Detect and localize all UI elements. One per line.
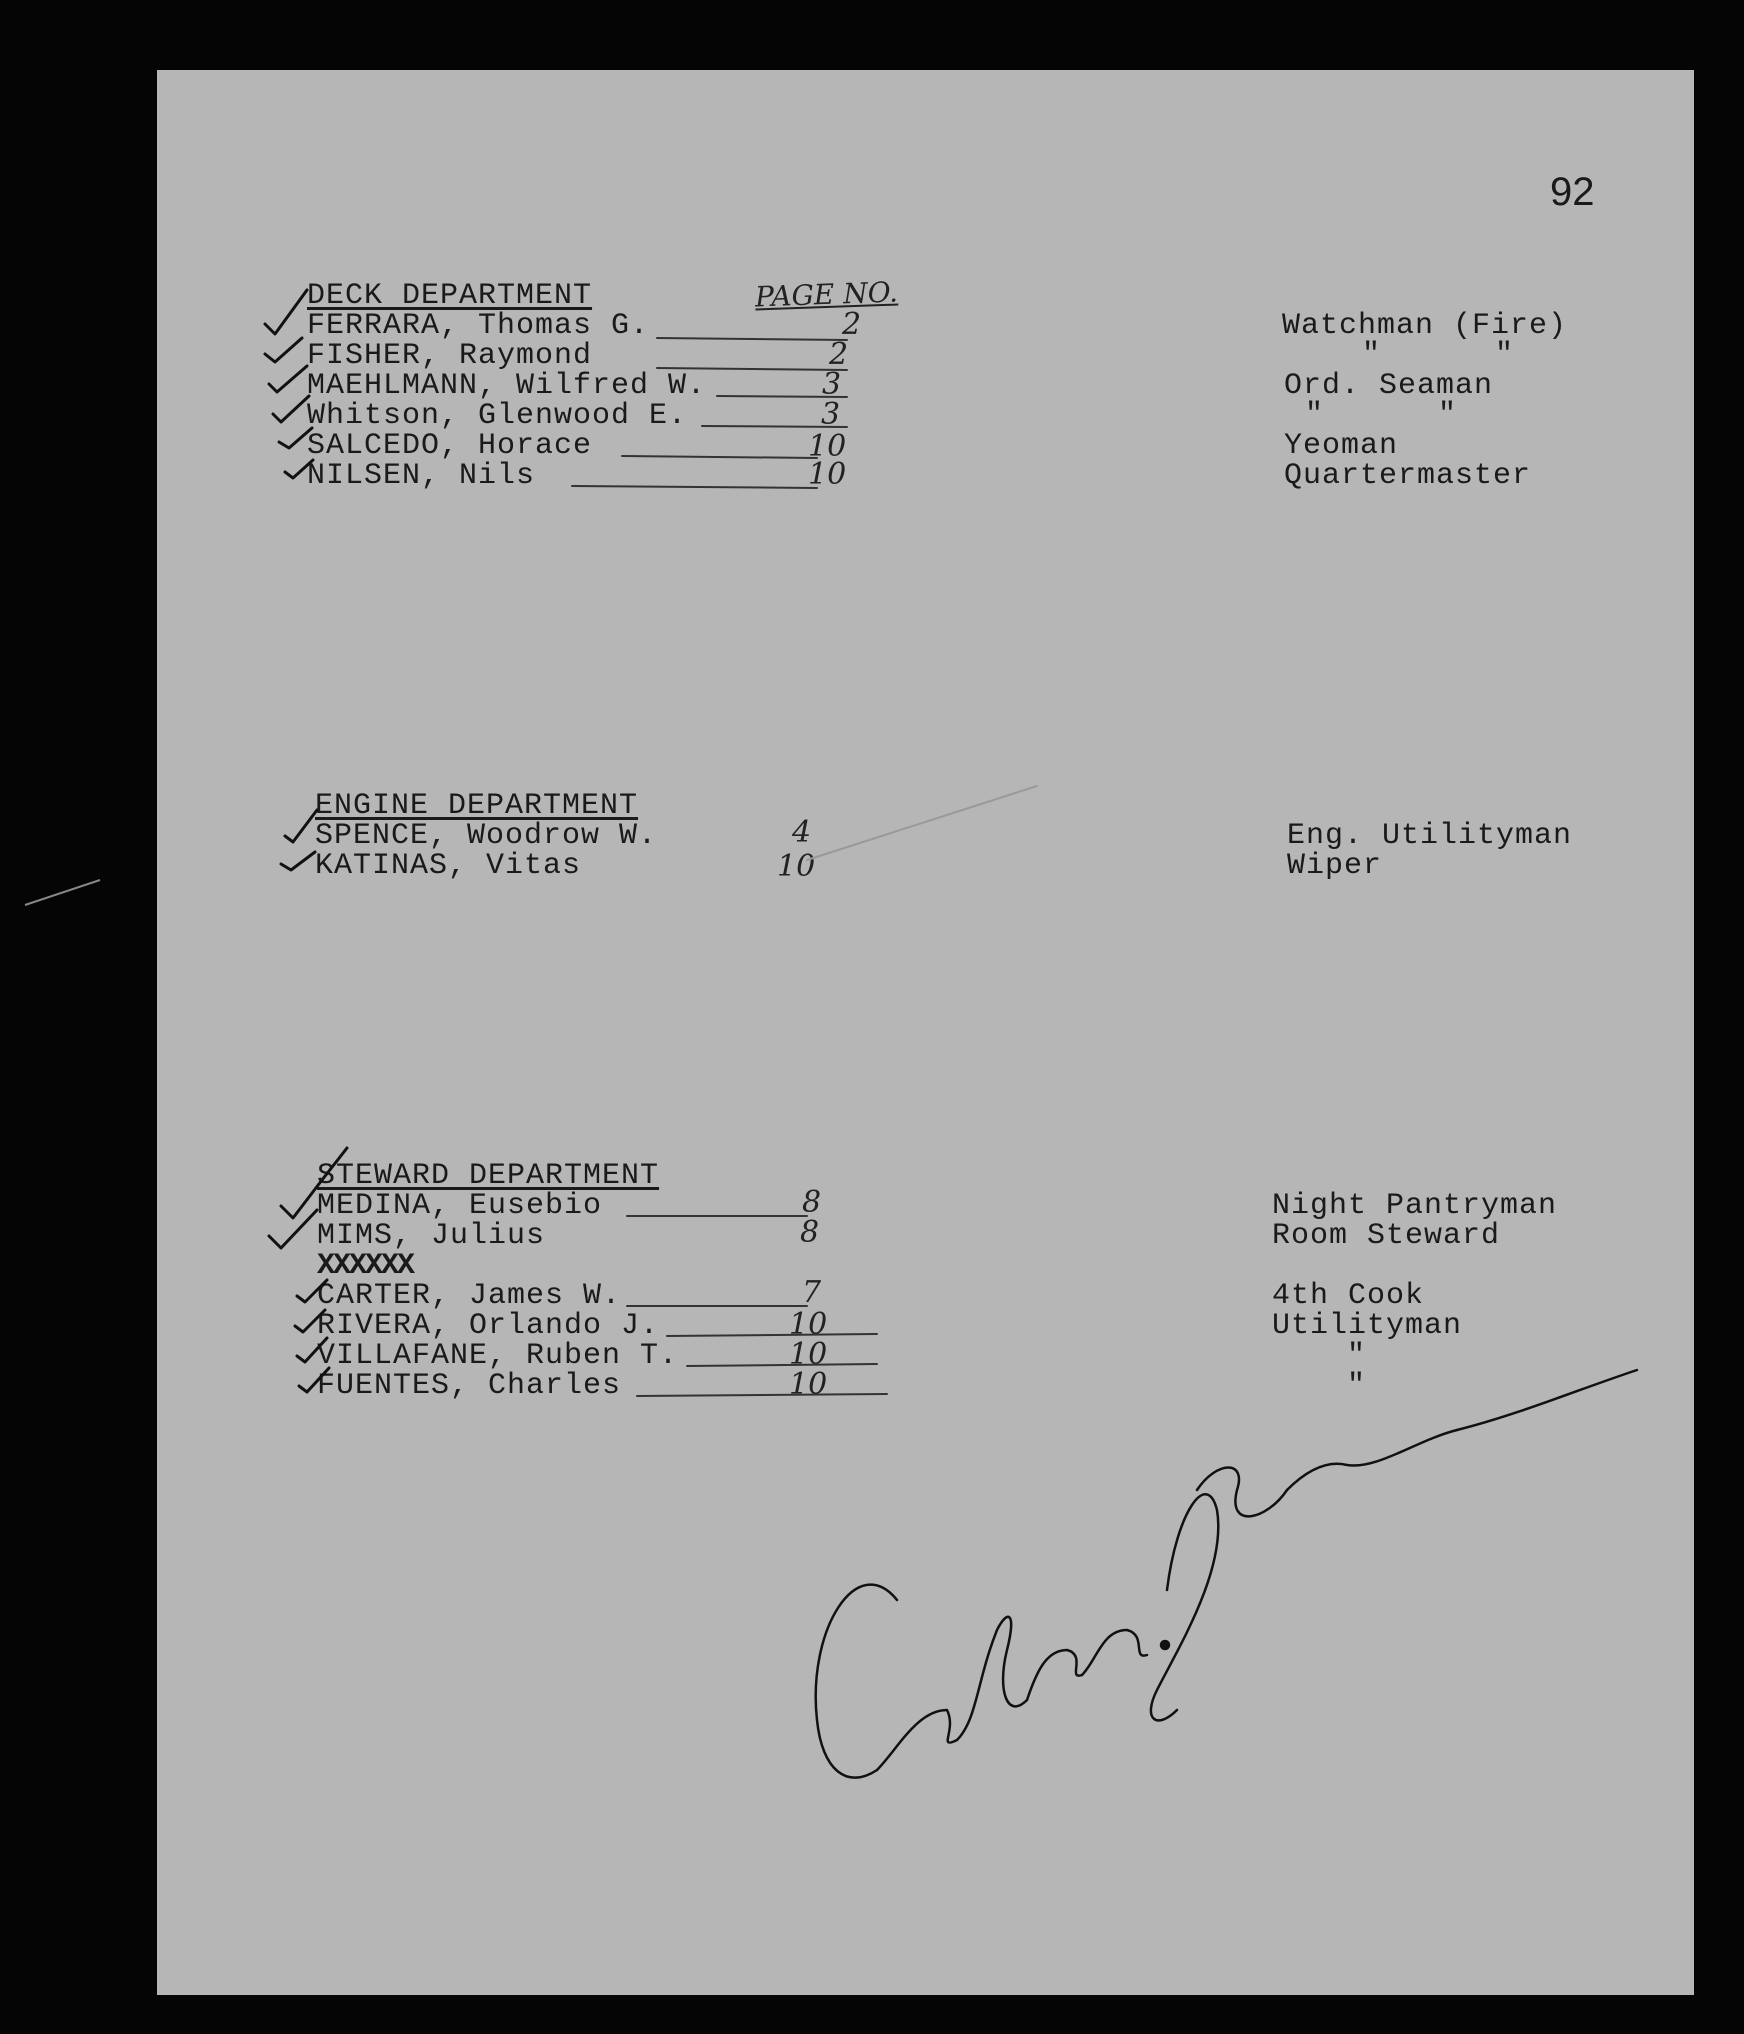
page-ref: 7 [802,1275,822,1310]
crew-name: FISHER, Raymond [307,339,593,373]
page-ref: 10 [789,1307,828,1342]
check-mark-icon [273,396,309,422]
crew-name: NILSEN, Nils [307,459,536,493]
document-page [157,70,1694,1995]
crew-rating: Night Pantryman [1272,1189,1558,1223]
crew-name: KATINAS, Vitas [315,849,582,883]
leader-line [667,1334,877,1336]
page-ref: 8 [802,1185,822,1220]
crew-rating: Watchman (Fire) [1282,309,1568,343]
check-mark-icon [281,852,315,870]
check-mark-icon [265,290,307,334]
struck-out-entry: XXXXXX [317,1249,414,1283]
page-ref: 2 [829,337,849,372]
check-mark-icon [269,1210,317,1248]
section-heading: STEWARD DEPARTMENT [317,1159,660,1193]
page-ref: 3 [822,367,842,402]
crew-rating: 4th Cook [1272,1279,1425,1313]
check-mark-icon [265,338,302,362]
page-ref: 10 [808,457,847,492]
leader-line [687,1364,877,1366]
page-number-column-header: PAGE NO. [754,275,899,314]
crew-rating: Ord. Seaman [1284,369,1494,403]
crew-name: SPENCE, Woodrow W. [315,819,658,853]
section-heading: ENGINE DEPARTMENT [315,789,639,823]
page-ref: 10 [789,1367,828,1402]
crew-rating: Quartermaster [1284,459,1532,493]
crew-name: VILLAFANE, Ruben T. [317,1339,679,1373]
section-heading: DECK DEPARTMENT [307,279,593,313]
check-mark-icon [285,810,317,842]
crew-rating: Utilityman [1272,1309,1463,1343]
crew-name: SALCEDO, Horace [307,429,593,463]
crew-name: CARTER, James W. [317,1279,622,1313]
check-mark-icon [269,366,307,392]
crew-name: MAEHLMANN, Wilfred W. [307,369,707,403]
crew-rating: " " [1305,398,1458,432]
page-ref: 8 [800,1215,820,1250]
crew-rating: Wiper [1287,849,1383,883]
leader-line [622,456,817,458]
leader-line [637,1394,887,1396]
page-ref: 4 [792,815,812,850]
crew-name: FUENTES, Charles [317,1369,622,1403]
page-ref: 10 [808,429,847,464]
crew-rating: Room Steward [1272,1219,1501,1253]
page-ref: 10 [777,849,816,884]
page-ref: 10 [789,1337,828,1372]
leader-line [657,338,847,340]
crew-rating: Yeoman [1284,429,1399,463]
crew-rating: " [1347,1339,1367,1373]
crew-name: Whitson, Glenwood E. [307,399,688,433]
crew-name: RIVERA, Orlando J. [317,1309,660,1343]
signature [816,1370,1637,1778]
crew-rating: Eng. Utilityman [1287,819,1573,853]
page-ref: 3 [821,397,841,432]
crew-rating: " " [1362,338,1515,372]
crew-name: FERRARA, Thomas G. [307,309,650,343]
crew-name: MIMS, Julius [317,1219,546,1253]
page-ref: 2 [842,307,862,342]
page-number: 92 [1550,170,1595,214]
leader-line [807,786,1037,860]
crew-name: MEDINA, Eusebio [317,1189,603,1223]
crew-rating: " [1347,1369,1367,1403]
leader-line [572,486,817,488]
